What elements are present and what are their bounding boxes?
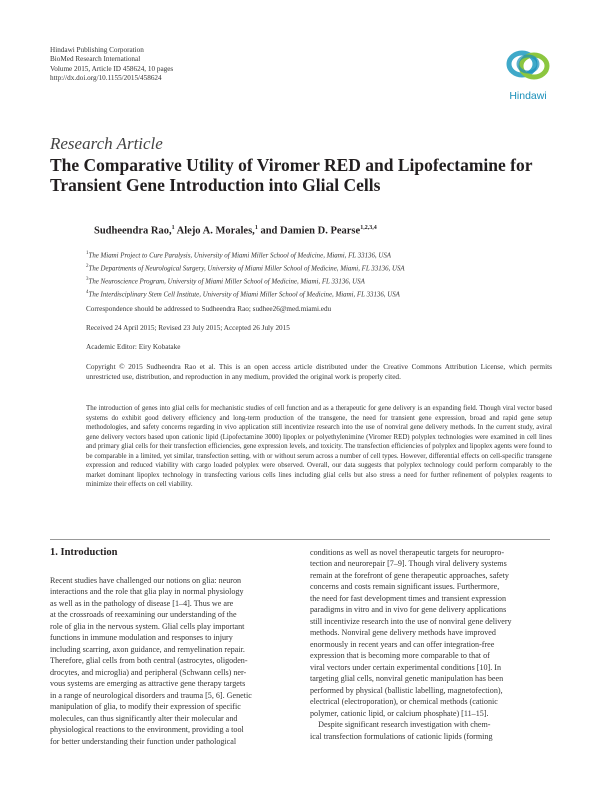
text-line: at the crossroads of reexamining our understanding of the bbox=[50, 610, 237, 620]
hindawi-logo-icon bbox=[498, 44, 558, 88]
text-line: Despite significant research investigation with chem- bbox=[310, 720, 491, 730]
journal-name: BioMed Research International bbox=[50, 55, 141, 64]
author-name: Sudheendra Rao, bbox=[94, 225, 172, 237]
publication-dates: Received 24 April 2015; Revised 23 July 2015; Accepted 26 July 2015 bbox=[86, 324, 290, 332]
text-line: electrical (electroporation), or chemical methods (cationic bbox=[310, 697, 498, 707]
text-line: performed by physical (ballistic labelling, magnetofection), bbox=[310, 685, 503, 695]
text-line: molecules, can thus significantly alter their molecular and bbox=[50, 713, 238, 723]
section-divider bbox=[50, 539, 550, 540]
text-line: for better understanding their function under pathological bbox=[50, 736, 237, 746]
text-line: vous systems are emerging as attractive gene therapy targets bbox=[50, 679, 246, 689]
correspondence: Correspondence should be addressed to Sudheendra Rao; sudhee26@med.miami.edu bbox=[86, 305, 332, 313]
text-line: tection and neurorepair [7–9]. Though viral delivery systems bbox=[310, 559, 507, 569]
copyright-notice: Copyright © 2015 Sudheendra Rao et al. This is an open access article distributed under the Creative Commons Attribution License, which permits unrestricted use, distribution, and reproduction in any medium, provided the original work is properly cited. bbox=[86, 362, 552, 381]
right-column-text bbox=[310, 547, 550, 742]
affiliation-number: 1 bbox=[86, 251, 89, 256]
author-list bbox=[94, 225, 377, 237]
text-line: physiological reactions to the environment, providing a tool bbox=[50, 725, 244, 735]
text-line: role of glia in the nervous system. Glial cells play important bbox=[50, 621, 245, 631]
text-line: enormously in recent years and can offer integration-free bbox=[310, 639, 495, 649]
section-heading: 1. Introduction bbox=[50, 547, 118, 558]
text-line: viral vectors under certain experimental conditions [10]. In bbox=[310, 662, 502, 672]
affiliation-text: The Interdisciplinary Stem Cell Institute, University of Miami Miller School of Medicine, Miami, FL 33136, USA bbox=[88, 290, 400, 298]
abstract: The introduction of genes into glial cells for mechanistic studies of cell function and as a therapeutic for gene delivery is an expanding field. Though viral vector based systems do exhibit good delivery efficiency and long-term production of the transgene, the need for transient gene expression, broad and rapid gene setup methodologies, and safety concerns regarding in vivo application still incentivize research into the use of nonviral gene delivery methods. In the current study, aviral gene delivery vectors based upon cationic lipid (Lipofectamine 3000) lipoplex or polyethylenimine (Viromer RED) polyplex technologies were examined in cell lines and primary glial cells for their transfection efficiencies, gene expression levels, and toxicity. The transfection efficiencies of polyplex and lipoplex agents were found to be comparable in a limited, yet similar, transfection setting, with or without serum across a number of cell types. However, differential effects on cell-specific transgene expression and reduced viability with cargo loaded polyplex were observed. Overall, our data suggests that polyplex technology could perform comparably to the market dominant lipoplex technology in transfecting various cells lines including glial cells but also stress a need for further refinement of polyplex reagents to minimize their effects on cell viability. bbox=[86, 405, 552, 489]
text-line: functions in immune modulation and responses to injury bbox=[50, 633, 233, 643]
text-line: methods. Nonviral gene delivery methods have improved bbox=[310, 628, 496, 638]
affiliation-number: 4 bbox=[86, 289, 89, 295]
academic-editor: Academic Editor: Eiry Kobatake bbox=[86, 343, 181, 351]
logo-text: Hindawi bbox=[509, 90, 547, 102]
text-line: the need for fast development times and transient expression bbox=[310, 593, 506, 603]
author-name: and Damien D. Pearse bbox=[257, 225, 361, 237]
article-type: Research Article bbox=[50, 134, 163, 153]
publisher: Hindawi Publishing Corporation bbox=[50, 46, 144, 54]
text-line: remain at the forefront of gene therapeutic approaches, safety bbox=[310, 570, 509, 580]
text-line: interactions and the role that glia play in normal physiology bbox=[50, 587, 244, 597]
left-column-text bbox=[50, 575, 290, 747]
affiliation bbox=[86, 262, 405, 275]
paper-title: The Comparative Utility of Viromer RED and Lipofectamine for Transient Gene Introduction into Glial Cells bbox=[50, 155, 533, 195]
volume-info: Volume 2015, Article ID 458624, 10 pages bbox=[50, 64, 174, 73]
text-line: expression that is becoming more comparable to that of bbox=[310, 651, 490, 661]
text-line: concerns and costs remain significant issues. Furthermore, bbox=[310, 582, 500, 592]
hindawi-logo bbox=[498, 44, 558, 104]
doi-link[interactable]: http://dx.doi.org/10.1155/2015/458624 bbox=[50, 74, 162, 83]
affiliation-number: 2 bbox=[86, 263, 89, 269]
affiliation bbox=[86, 249, 405, 262]
affiliation-text: The Neuroscience Program, University of Miami Miller School of Medicine, Miami, FL 33136, USA bbox=[88, 278, 365, 286]
text-line: Therefore, glial cells from both central (astrocytes, oligoden- bbox=[50, 656, 248, 666]
affiliation bbox=[86, 288, 405, 301]
text-line: paradigms in vitro and in vivo for gene delivery applications bbox=[310, 605, 507, 615]
affiliation-text: The Miami Project to Cure Paralysis, University of Miami Miller School of Medicine, Miami, FL 33136, USA bbox=[88, 252, 392, 260]
text-line: drocytes, and microglia) and peripheral (Schwann cells) ner- bbox=[50, 667, 247, 677]
text-line: polymer, cationic lipid, or calcium phosphate) [11–15]. bbox=[310, 708, 489, 718]
text-line: targeting glial cells, nonviral genetic manipulation has been bbox=[310, 674, 504, 684]
affiliation-number: 3 bbox=[86, 276, 89, 282]
text-line: as well as in the pathology of disease [1–4]. Thus we are bbox=[50, 598, 234, 608]
text-line: including scarring, axon guidance, and remyelination repair. bbox=[50, 644, 245, 654]
affiliation-text: The Departments of Neurological Surgery, University of Miami Miller School of Medicine, Miami, FL 33136, USA bbox=[88, 265, 405, 273]
text-line: in a range of neurological disorders and trauma [5, 6]. Genetic bbox=[50, 690, 252, 700]
journal-header bbox=[50, 46, 173, 84]
author-affil-ref: 1,2,3,4 bbox=[360, 225, 377, 231]
affiliations bbox=[86, 249, 405, 301]
text-line: manipulation of glia, to modify their expression of specific bbox=[50, 702, 241, 712]
text-line: still incentivize research into the use of nonviral gene delivery bbox=[310, 616, 512, 626]
text-line: conditions as well as novel therapeutic targets for neuropro- bbox=[310, 548, 505, 557]
author-affil-ref: 1 bbox=[171, 225, 175, 231]
text-line: Recent studies have challenged our notions on glia: neuron bbox=[50, 576, 242, 585]
author-name: Alejo A. Morales, bbox=[174, 225, 255, 237]
affiliation bbox=[86, 275, 405, 288]
author-affil-ref: 1 bbox=[254, 225, 258, 231]
text-line: ical transfection formulations of cationic lipids (forming bbox=[310, 731, 493, 741]
